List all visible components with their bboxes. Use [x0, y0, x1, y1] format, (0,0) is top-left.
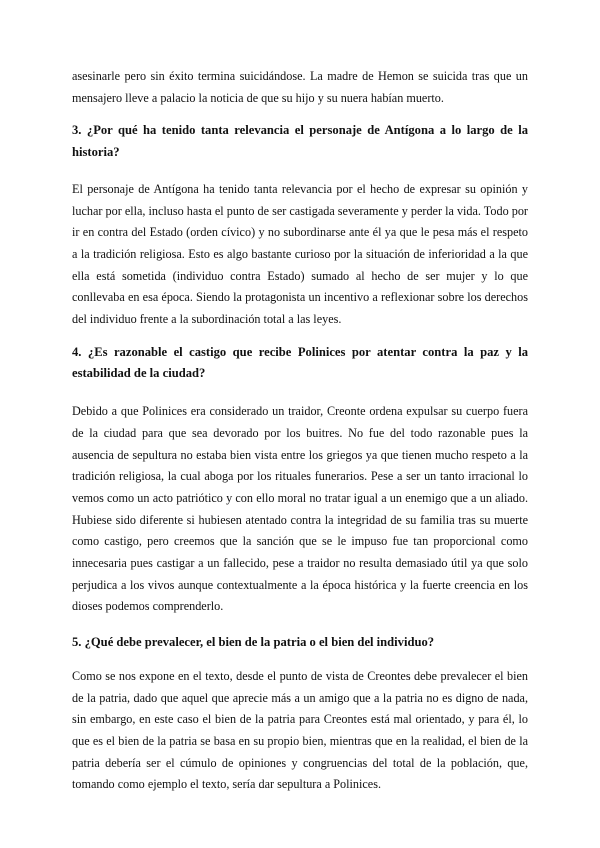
question-3-answer: El personaje de Antígona ha tenido tanta relevancia por el hecho de expresar su opinión y luchar por ella, incluso hasta el punto de ser castigada severamente y perder la vida. Todo por ir en contra del Estado (orden cívico) y no subordinarse ante él ya que le pesa más el respeto a la tradición religiosa. Esto es algo bastante curioso por la situación de inferioridad a la que ella está sometida (individuo contra Estado) sumado al hecho de ser mujer y lo que conllevaba en esa época. Siendo la protagonista un incentivo a reflexionar sobre los derechos del individuo frente a la subordinación total a las leyes. — [72, 181, 528, 327]
question-4-answer: Debido a que Polinices era considerado un traidor, Creonte ordena expulsar su cuerpo fuera de la ciudad para que sea devorado por los buitres. No fue del todo razonable pues la ausencia de sepultura no estaba bien vista entre los griegos ya que tienen mucho respeto a la tradición religiosa, la cual aboga por los rituales funerarios. Pese a ser un tanto irracional lo vemos como un acto patriótico y con ello moral no tratar igual a un enemigo que a un aliado. Hubiese sido diferente si hubiesen atentado contra la integridad de su familia tras su muerte como castigo, pero creemos que la sanción que se le impuso fue tan proporcional como innecesaria pues castigar a un fallecido, pese a traidor no resulta demasiado útil ya que solo perjudica a los vivos aunque contextualmente a la época histórica y la fuerte creencia en los dioses podemos comprenderlo. — [72, 404, 528, 614]
question-4-heading: 4. ¿Es razonable el castigo que recibe Polinices por atentar contra la paz y la estabilidad de la ciudad? — [72, 344, 528, 381]
question-3-heading: 3. ¿Por qué ha tenido tanta relevancia el personaje de Antígona a lo largo de la historia? — [72, 123, 528, 160]
continuation-paragraph: asesinarle pero sin éxito termina suicidándose. La madre de Hemon se suicida tras que un mensajero lleve a palacio la noticia de que su hijo y su nuera habían muerto. — [72, 69, 528, 105]
question-5-answer: Como se nos expone en el texto, desde el punto de vista de Creontes debe prevalecer el bien de la patria, dado que aquel que aprecie más a un amigo que a la patria no es digno de nada, sin embargo, en este caso el bien de la patria para Creontes está mal orientado, y para él, lo que es el bien de la patria se basa en su propio bien, mientras que en la realidad, el bien de la patria debería ser el cúmulo de opiniones y congruencias del total de la población, que, tomando como ejemplo el texto, sería dar sepultura a Polinices. — [72, 668, 528, 792]
question-5-heading: 5. ¿Qué debe prevalecer, el bien de la patria o el bien del individuo? — [72, 635, 435, 650]
